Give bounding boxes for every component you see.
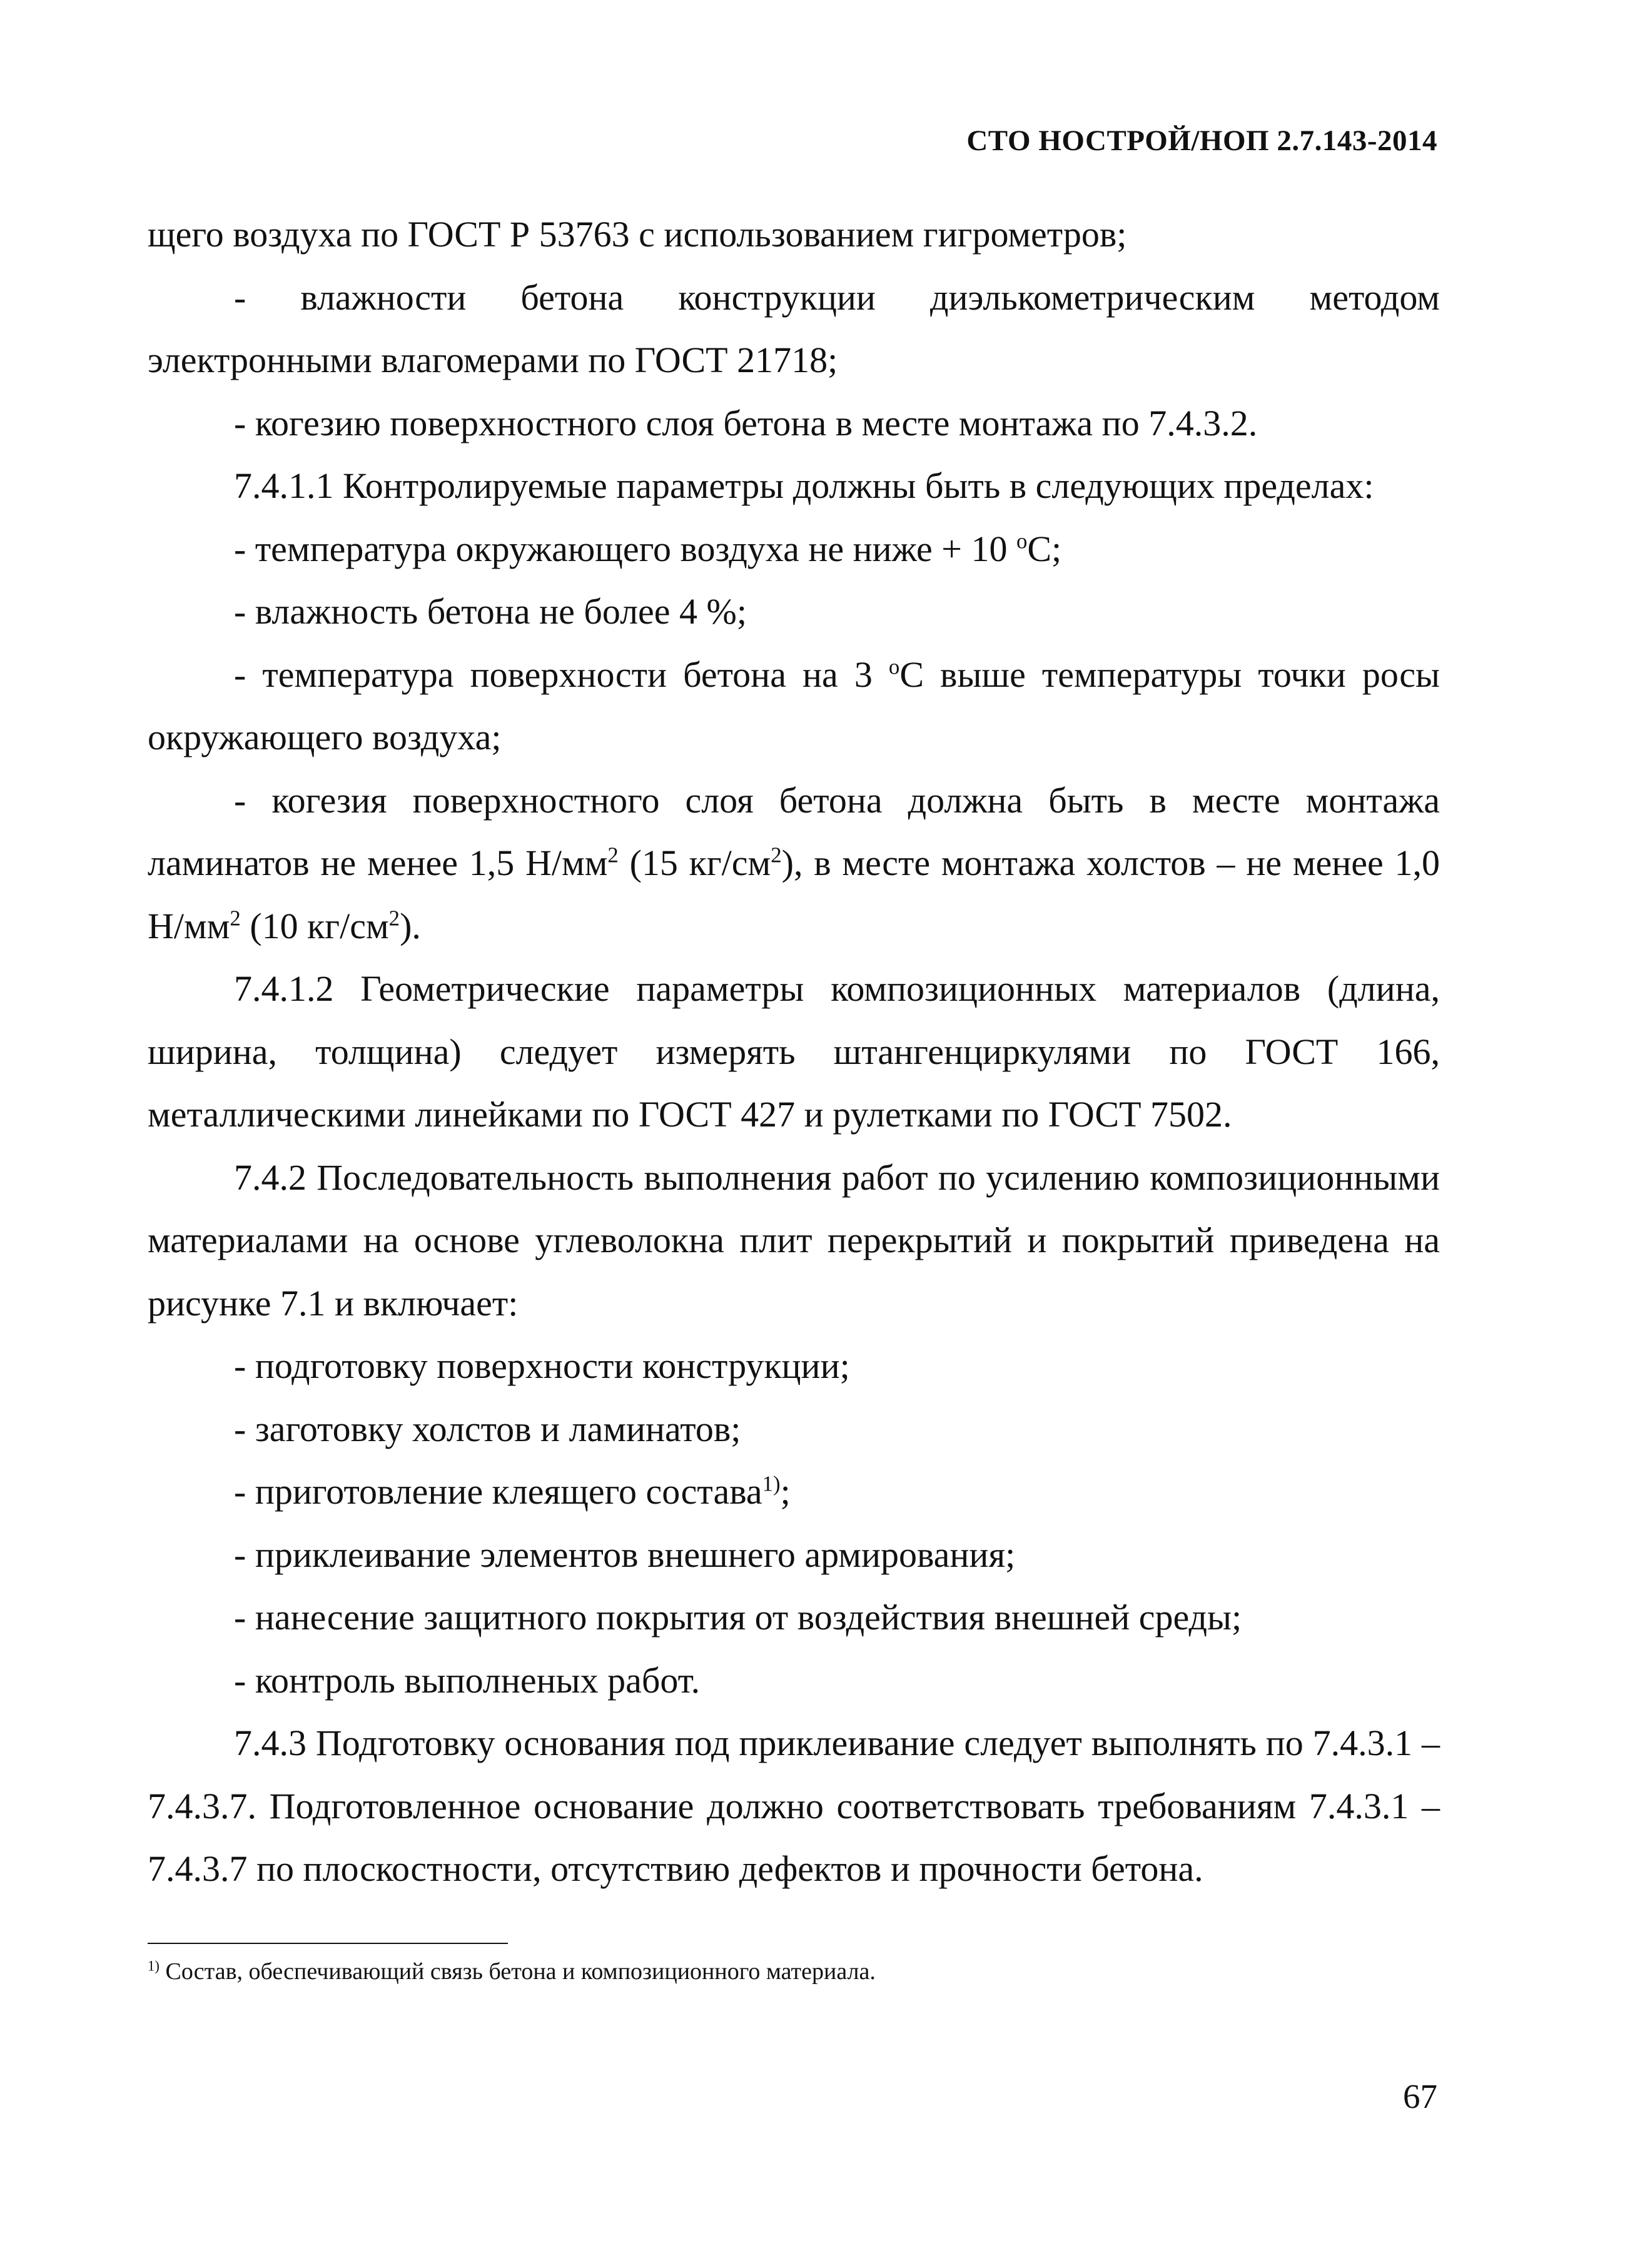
list-item: - приклеивание элементов внешнего армирования;	[234, 1534, 1016, 1575]
footnote-text: Состав, обеспечивающий связь бетона и композиционного материала.	[159, 1958, 876, 1985]
list-item: - заготовку холстов и ламинатов;	[234, 1408, 741, 1449]
text-part: С;	[1027, 528, 1062, 569]
list-item	[148, 769, 1440, 958]
text-part: - когезия поверхностного слоя бетона должна быть в месте монтажа ламинатов не менее 1,5 Н/мм	[148, 779, 1440, 883]
superscript: 2	[771, 843, 782, 868]
body-text	[148, 203, 1440, 1901]
list-item	[148, 1461, 1440, 1524]
superscript: 2	[230, 906, 241, 931]
degree-sign: о	[888, 654, 900, 679]
footnote-reference: 1)	[762, 1471, 781, 1496]
clause-7-4-1-2: 7.4.1.2 Геометрические параметры композиционных материалов (длина, ширина, толщина) следует измерять штангенциркулями по ГОСТ 166, металлическими линейками по ГОСТ 427 и рулетками по ГОСТ 7502.	[148, 968, 1440, 1135]
text-part: ;	[780, 1471, 791, 1512]
text-part: - температура поверхности бетона на 3	[234, 654, 889, 695]
clause-7-4-1-1: 7.4.1.1 Контролируемые параметры должны быть в следующих пределах:	[234, 465, 1374, 506]
footnote-divider	[148, 1943, 508, 1944]
footnote-marker: 1)	[148, 1958, 159, 1974]
list-item: - подготовку поверхности конструкции;	[234, 1345, 850, 1386]
text-part: - температура окружающего воздуха не ниже + 10	[234, 528, 1016, 569]
text-part: (15 кг/см	[618, 843, 771, 883]
clause-7-4-3: 7.4.3 Подготовку основания под приклеивание следует выполнять по 7.4.3.1 – 7.4.3.7. Подготовленное основание должно соответствовать требованиям 7.4.3.1 – 7.4.3.7 по плоскостности, отсутствию дефектов и прочности бетона.	[148, 1723, 1440, 1889]
list-item: - влажности бетона конструкции диэлькометрическим методом электронными влагомерами по ГОСТ 21718;	[148, 276, 1440, 380]
degree-sign: о	[1016, 529, 1028, 554]
list-item: - нанесение защитного покрытия от воздействия внешней среды;	[234, 1597, 1242, 1638]
text-part: (10 кг/см	[240, 905, 389, 946]
text-part: ), в месте монтажа холстов – не менее 1,0 Н/мм	[148, 843, 1440, 946]
list-item	[148, 518, 1440, 581]
list-item: - контроль выполненых работ.	[234, 1659, 701, 1701]
list-item	[148, 644, 1440, 769]
list-item: - когезию поверхностного слоя бетона в месте монтажа по 7.4.3.2.	[234, 402, 1258, 443]
list-item: - влажность бетона не более 4 %;	[234, 591, 747, 632]
document-header: СТО НОСТРОЙ/НОП 2.7.143-2014	[966, 124, 1437, 157]
footnote	[148, 1957, 876, 1987]
text-part: - приготовление клеящего состава	[234, 1471, 762, 1512]
superscript: 2	[607, 843, 619, 868]
text-part: ).	[400, 905, 421, 946]
page-number: 67	[1403, 2077, 1437, 2115]
paragraph-continuation: щего воздуха по ГОСТ Р 53763 с использованием гигрометров;	[148, 214, 1127, 255]
clause-7-4-2: 7.4.2 Последовательность выполнения работ по усилению композиционными материалами на основе углеволокна плит перекрытий и покрытий приведена на рисунке 7.1 и включает:	[148, 1157, 1440, 1324]
text-part: С выше температуры точки росы окружающего воздуха;	[148, 654, 1440, 757]
superscript: 2	[388, 906, 400, 931]
